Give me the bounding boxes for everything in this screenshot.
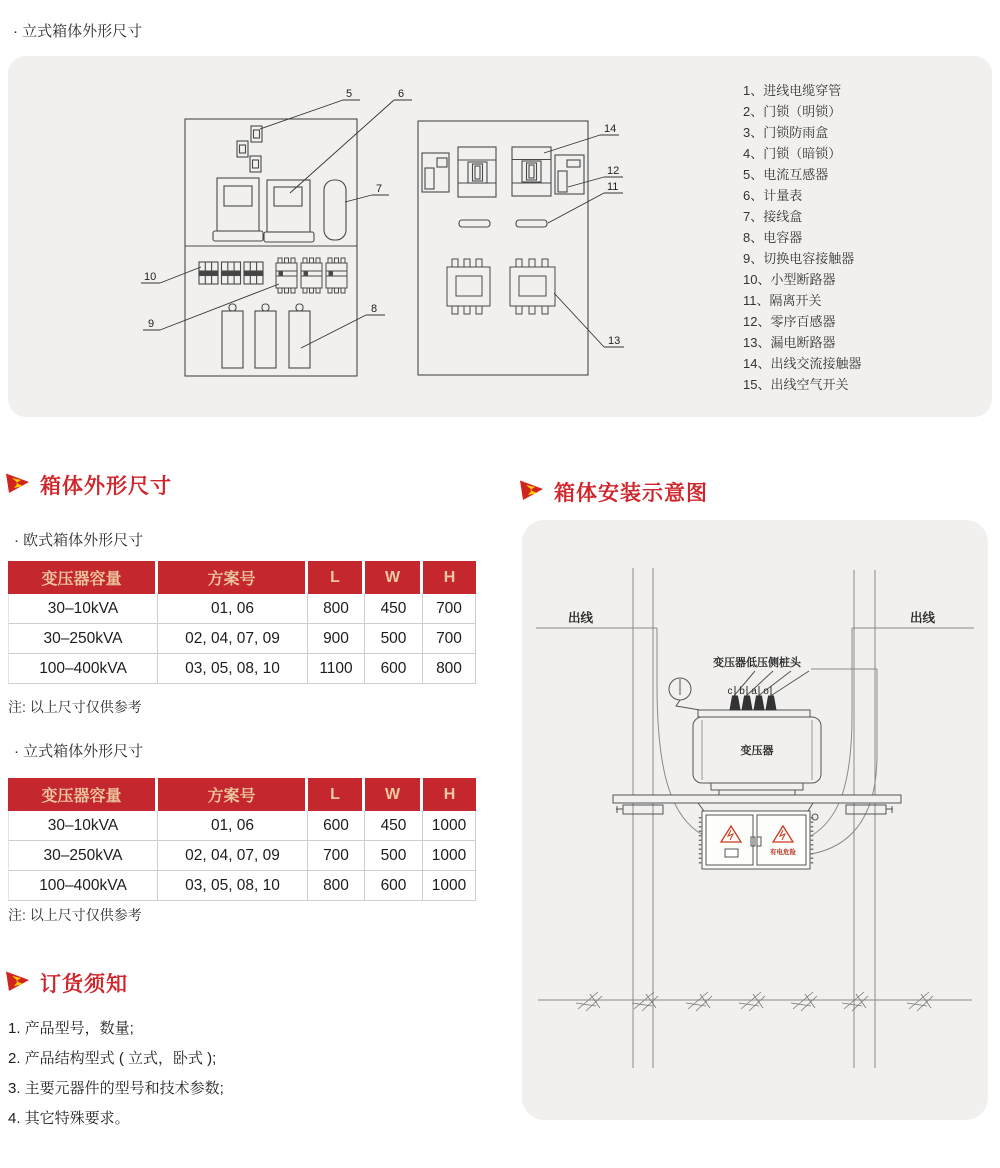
- table-row: [8, 841, 476, 871]
- section-marker-icon: [6, 472, 30, 499]
- table-cell: 600: [308, 811, 365, 841]
- callout-lines: [141, 100, 624, 348]
- terminal-a-label: a: [751, 686, 757, 697]
- table-note: 注: 以上尺寸仅供参考: [8, 907, 142, 923]
- dimensions-section-heading: [6, 470, 172, 500]
- meter-left: [213, 178, 263, 241]
- callout-13: 13: [608, 335, 621, 347]
- table-cell: 01, 06: [158, 594, 308, 624]
- table-cell: 03, 05, 08, 10: [158, 871, 308, 901]
- order-item: 4. 其它特殊要求。: [8, 1110, 130, 1127]
- cabinet-diagrams-drawing: [8, 56, 738, 417]
- table-cell: 900: [308, 624, 365, 654]
- legend-item: 9、切换电容接触器: [743, 251, 855, 266]
- rear-right-box: [555, 155, 584, 194]
- subtitle-vertical-cabinet: · 立式箱体外形尺寸: [14, 743, 144, 760]
- column-header: 方案号: [158, 561, 308, 594]
- terminal-o-label: o: [763, 686, 769, 697]
- isolator-slots: [459, 220, 547, 227]
- legend-item: 14、出线交流接触器: [743, 356, 862, 371]
- table-row: [8, 654, 476, 684]
- installation-diagram-panel: [522, 520, 988, 1120]
- table-cell: 30–250kVA: [8, 841, 158, 871]
- table-header-row: [8, 778, 476, 811]
- lv-bushing-label: 变压器低压侧桩头: [713, 657, 801, 669]
- table-cell: 450: [365, 811, 423, 841]
- outgoing-label-right: 出线: [910, 611, 936, 625]
- order-item: 3. 主要元器件的型号和技术参数;: [8, 1080, 224, 1097]
- callout-7: 7: [376, 183, 383, 195]
- table-cell: 800: [308, 871, 365, 901]
- transformer-label: 变压器: [740, 745, 774, 757]
- table-cell: 1000: [423, 841, 476, 871]
- meter-right: [264, 180, 314, 242]
- table-cell: 100–400kVA: [8, 871, 158, 901]
- legend-item: 5、电流互感器: [743, 167, 829, 182]
- table-cell: 1100: [308, 654, 365, 684]
- table-header-row: [8, 561, 476, 594]
- callout-12: 12: [607, 165, 620, 177]
- order-item: 1. 产品型号，数量;: [8, 1020, 134, 1037]
- legend-item: 7、接线盒: [743, 209, 803, 224]
- legend-item: 1、进线电缆穿管: [743, 83, 842, 98]
- section-marker-icon: [520, 479, 544, 506]
- table-note: 注: 以上尺寸仅供参考: [8, 699, 142, 715]
- table-cell: 700: [423, 624, 476, 654]
- section-title: 订货须知: [40, 973, 128, 996]
- column-header: H: [423, 778, 476, 811]
- rear-cabinet-outline: [418, 121, 588, 375]
- distribution-cabinet-drawing: [698, 803, 818, 869]
- order-item: 2. 产品结构型式 ( 立式，卧式 );: [8, 1050, 217, 1067]
- callout-11: 11: [607, 181, 619, 193]
- rear-left-box: [422, 153, 449, 192]
- legend-item: 6、计量表: [743, 188, 803, 203]
- column-header: L: [308, 778, 365, 811]
- isolating-breaker-right: [512, 147, 551, 196]
- outgoing-label-left: 出线: [568, 611, 594, 625]
- outgoing-line-right: [811, 628, 974, 836]
- legend-item: 4、门锁（暗锁）: [743, 146, 842, 161]
- table-cell: 1000: [423, 871, 476, 901]
- callout-10: 10: [144, 271, 157, 283]
- column-header: W: [365, 561, 423, 594]
- ordering-notes-list: [8, 1014, 224, 1134]
- column-header: L: [308, 561, 365, 594]
- legend-item: 3、门锁防雨盒: [743, 125, 829, 140]
- legend-item: 13、漏电断路器: [743, 335, 836, 350]
- grass-marks: [576, 992, 933, 1011]
- front-cabinet-outline: [185, 119, 357, 376]
- page-title: · 立式箱体外形尺寸: [13, 23, 143, 40]
- column-header: W: [365, 778, 423, 811]
- table-cell: 100–400kVA: [8, 654, 158, 684]
- table-cell: 30–250kVA: [8, 624, 158, 654]
- column-header: 变压器容量: [8, 778, 158, 811]
- table-cell: 02, 04, 07, 09: [158, 841, 308, 871]
- table-cell: 30–10kVA: [8, 594, 158, 624]
- capacitors: [222, 304, 310, 368]
- table-cell: 450: [365, 594, 423, 624]
- current-transformer-switches: [237, 126, 262, 172]
- table-cell: 600: [365, 654, 423, 684]
- table-row: [8, 871, 476, 901]
- legend-item: 2、门锁（明锁）: [743, 104, 842, 119]
- installation-section-heading: [520, 477, 708, 507]
- table-cell: 30–10kVA: [8, 811, 158, 841]
- callout-14: 14: [604, 123, 617, 135]
- table-cell: 700: [308, 841, 365, 871]
- euro-cabinet-dimensions-table: [8, 561, 476, 684]
- table-cell: 600: [365, 871, 423, 901]
- column-header: H: [423, 561, 476, 594]
- mini-breakers: [199, 262, 263, 284]
- section-marker-icon: [6, 970, 30, 997]
- danger-label: 有电危险: [770, 849, 796, 856]
- subtitle-euro-cabinet: · 欧式箱体外形尺寸: [14, 532, 144, 549]
- installation-drawing: [522, 520, 988, 1120]
- table-cell: 01, 06: [158, 811, 308, 841]
- outgoing-line-left: [536, 628, 703, 835]
- legend-item: 8、电容器: [743, 230, 803, 245]
- callout-6: 6: [398, 88, 405, 100]
- junction-box: [324, 180, 346, 240]
- table-cell: 02, 04, 07, 09: [158, 624, 308, 654]
- parts-legend: [743, 80, 861, 395]
- legend-item: 10、小型断路器: [743, 272, 836, 287]
- callout-8: 8: [371, 303, 378, 315]
- legend-item: 12、零序百感器: [743, 314, 836, 329]
- table-row: [8, 624, 476, 654]
- vertical-cabinet-dimensions-table: [8, 778, 476, 901]
- column-header: 方案号: [158, 778, 308, 811]
- capacitor-contactors: [276, 258, 347, 293]
- table-row: [8, 811, 476, 841]
- section-title: 箱体安装示意图: [554, 482, 708, 505]
- outgoing-contactors: [447, 259, 555, 314]
- table-cell: 700: [423, 594, 476, 624]
- table-cell: 03, 05, 08, 10: [158, 654, 308, 684]
- terminal-c-label: c: [727, 686, 733, 697]
- terminal-b-label: b: [739, 686, 745, 697]
- table-cell: 800: [308, 594, 365, 624]
- table-cell: 500: [365, 841, 423, 871]
- utility-pole-right: [854, 570, 875, 1068]
- legend-item: 11、隔离开关: [743, 293, 822, 308]
- vertical-cabinet-diagram-panel: [8, 56, 992, 417]
- utility-pole-left: [633, 568, 653, 1068]
- callout-5: 5: [346, 88, 353, 100]
- table-cell: 1000: [423, 811, 476, 841]
- legend-item: 15、出线空气开关: [743, 377, 849, 392]
- isolating-breaker-left: [458, 147, 496, 197]
- table-cell: 800: [423, 654, 476, 684]
- table-row: [8, 594, 476, 624]
- table-cell: 500: [365, 624, 423, 654]
- section-title: 箱体外形尺寸: [40, 475, 172, 498]
- callout-9: 9: [148, 318, 155, 330]
- column-header: 变压器容量: [8, 561, 158, 594]
- ordering-section-heading: [6, 968, 128, 998]
